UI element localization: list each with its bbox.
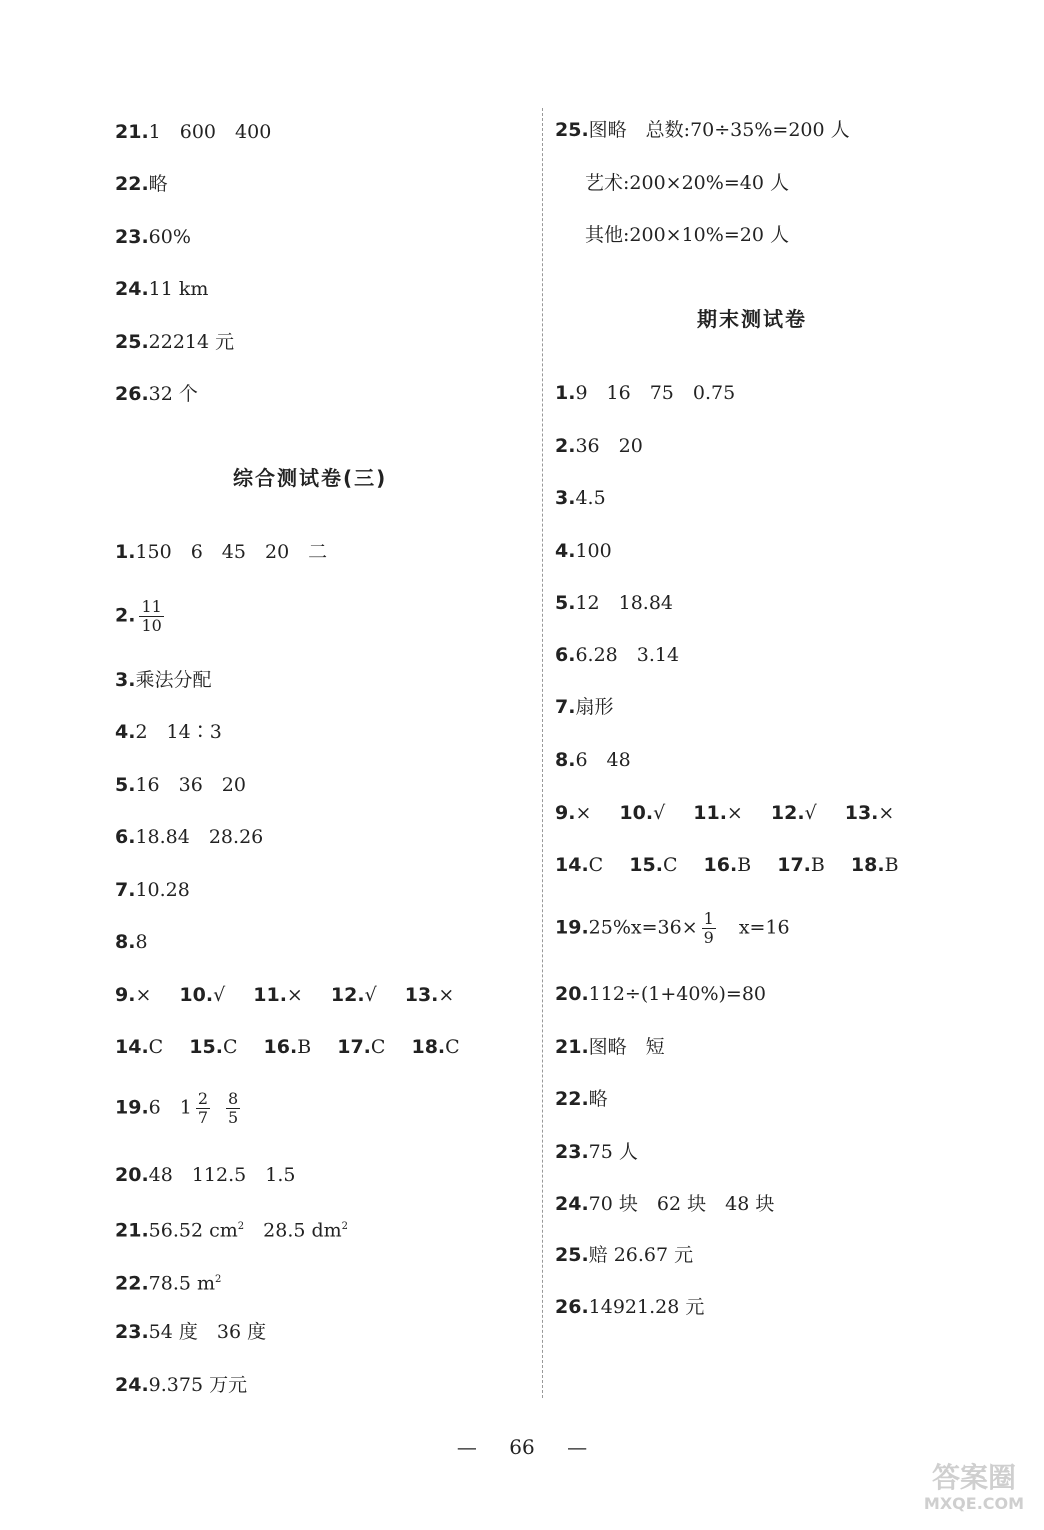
answer-line: 24.11 km (115, 278, 209, 300)
answer-line: 23.60% (115, 226, 191, 248)
answer-line: 26.14921.28 元 (555, 1296, 705, 1318)
answer-line: 其他:200×10%=20 人 (585, 224, 789, 246)
answer-line: 2.36 20 (555, 435, 643, 457)
answer-line: 22.78.5 $m^2$ (115, 1272, 222, 1295)
answer-line: 4.100 (555, 540, 612, 562)
answer-line: 26.32 个 (115, 383, 198, 405)
answer-line: 3.4.5 (555, 487, 606, 509)
answer-line: 19.25%x=36× $\frac{1}{9}$ x=16 (555, 909, 790, 947)
answer-line: 14.C 15.C 16.B 17.B 18.B (555, 854, 899, 876)
answer-line: 23.54 度 36 度 (115, 1321, 267, 1343)
answer-line: 6.6.28 3.14 (555, 644, 680, 666)
answer-line: 5.16 36 20 (115, 774, 246, 796)
answer-line: 22.略 (115, 173, 168, 195)
answer-line: 9.× 10.√ 11.× 12.√ 13.× (115, 984, 455, 1006)
answer-line: 20.48 112.5 1.5 (115, 1164, 296, 1186)
section-heading: 综合测试卷(三) (233, 466, 388, 490)
answer-line: 5.12 18.84 (555, 592, 674, 614)
answer-line: 25.22214 元 (115, 331, 235, 353)
answer-line: 3.乘法分配 (115, 669, 212, 691)
answer-line: 24.70 块 62 块 48 块 (555, 1193, 775, 1215)
answer-line: 6.18.84 28.26 (115, 826, 264, 848)
answer-line: 2. $\frac{11}{10}$ (115, 597, 162, 635)
answer-line: 19.6 1 $\frac{2}{7}$ $\frac{8}{5}$ (115, 1089, 239, 1127)
answer-line: 1.9 16 75 0.75 (555, 382, 736, 404)
answer-line: 艺术:200×20%=40 人 (585, 172, 789, 194)
answer-line: 4.2 14∶3 (115, 721, 222, 743)
answer-line: 23.75 人 (555, 1141, 638, 1163)
answer-line: 25.赔 26.67 元 (555, 1244, 694, 1266)
answer-line: 9.× 10.√ 11.× 12.√ 13.× (555, 802, 895, 824)
section-heading: 期末测试卷 (697, 307, 807, 331)
answer-line: 21.1 600 400 (115, 121, 272, 143)
answer-line: 8.6 48 (555, 749, 631, 771)
fraction: $\frac{2}{7}$ (197, 1089, 209, 1127)
answer-line: 8.8 (115, 931, 148, 953)
page-number: — 66 — (456, 1435, 588, 1459)
column-divider (542, 108, 543, 1398)
answer-line: 21.图略 短 (555, 1036, 665, 1058)
answer-line: 22.略 (555, 1088, 608, 1110)
fraction: $\frac{11}{10}$ (141, 597, 162, 635)
answer-line: 25.图略 总数:70÷35%=200 人 (555, 119, 850, 141)
answer-line: 20.112÷(1+40%)=80 (555, 983, 767, 1005)
answer-line: 14.C 15.C 16.B 17.C 18.C (115, 1036, 460, 1058)
fraction: $\frac{8}{5}$ (228, 1089, 239, 1127)
watermark-logo: 答案圈 MXQE.COM (923, 1461, 1025, 1513)
answer-line: 1.150 6 45 20 二 (115, 541, 328, 563)
answer-line: 7.10.28 (115, 879, 190, 901)
answer-line: 24.9.375 万元 (115, 1374, 248, 1396)
answer-line: 21.56.52 $cm^2$ 28.5 $dm^2$ (115, 1219, 349, 1242)
answer-line: 7.扇形 (555, 696, 614, 718)
fraction: $\frac{1}{9}$ (703, 909, 714, 947)
